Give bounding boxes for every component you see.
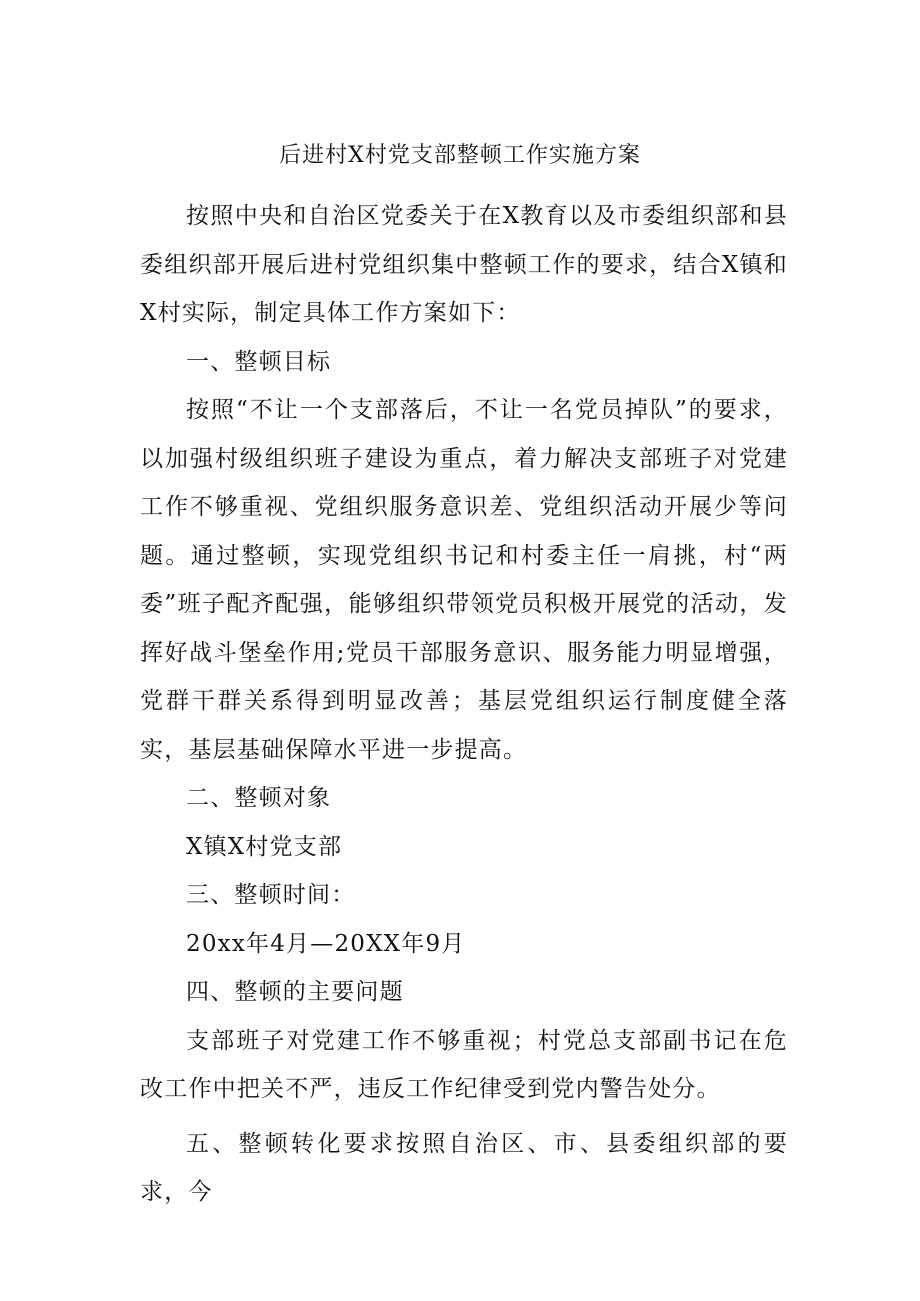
section-heading-problems: 四、整顿的主要问题 [186,979,404,1005]
document-body [140,192,788,1217]
section-heading-target: 二、整顿对象 [186,785,332,811]
intro-paragraph: 按照中央和自治区党委关于在X教育以及市委组织部和县委组织部开展后进村党组织集中整顿工作的要求，结合X镇和X村实际，制定具体工作方案如下： [140,203,788,326]
time-paragraph: 20xx年4月—20XX年9月 [186,930,466,957]
section-heading-time: 三、整顿时间： [186,882,356,908]
problems-paragraph: 支部班子对党建工作不够重视；村党总支部副书记在危改工作中把关不严，违反工作纪律受到党内警告处分。 [140,1027,788,1102]
section-heading-goal: 一、整顿目标 [186,348,332,375]
target-paragraph: X镇X村党支部 [186,833,343,860]
goal-paragraph: 按照“不让一个支部落后，不让一名党员掉队”的要求，以加强村级组织班子建设为重点，着力解决支部班子对党建工作不够重视、党组织服务意识差、党组织活动开展少等问题。通过整顿，实现党组织书记和村委主任一肩挑，村“两委”班子配齐配强，能够组织带领党员积极开展党的活动，发挥好战斗堡垒作用;党员干部服务意识、服务能力明显增强，党群干群关系得到明显改善；基层党组织运行制度健全落实，基层基础保障水平进一步提高。 [140,397,788,763]
document-title: 后进村X村党支部整顿工作实施方案 [279,143,641,168]
requirements-paragraph: 五、整顿转化要求按照自治区、市、县委组织部的要求，今 [140,1130,788,1205]
